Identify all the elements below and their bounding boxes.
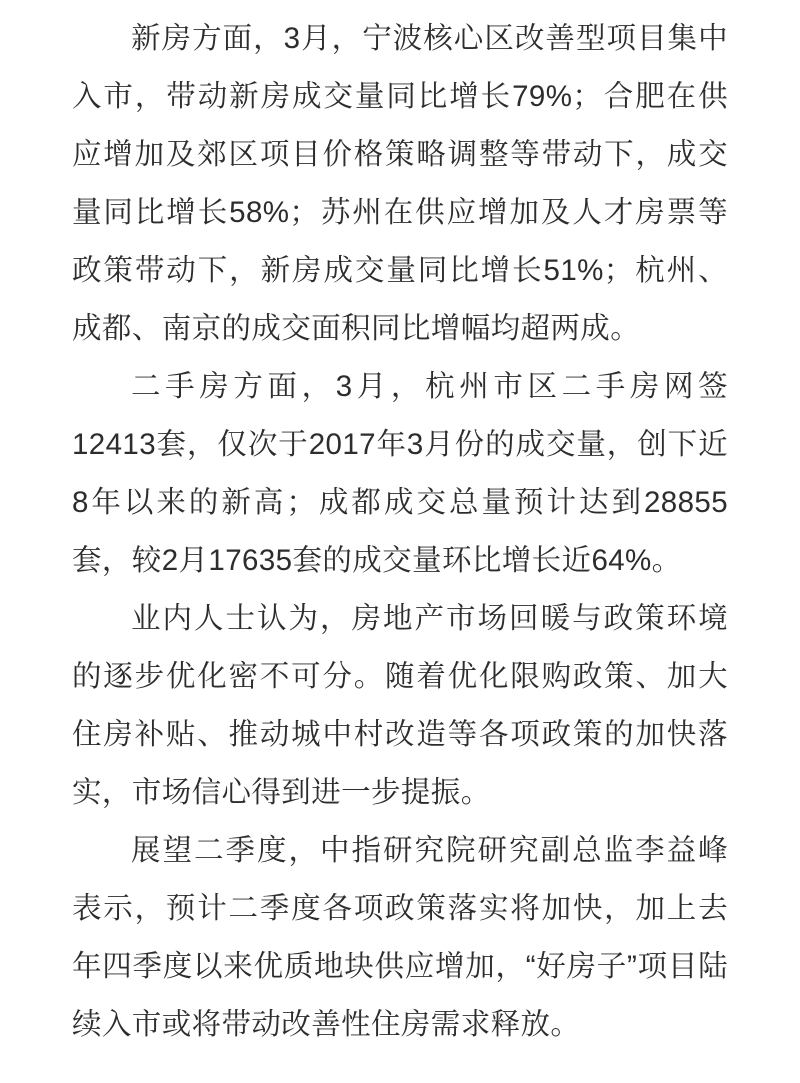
paragraph-second-hand-housing: 二手房方面，3月，杭州市区二手房网签12413套，仅次于2017年3月份的成交量，创下近8年以来的新高；成都成交总量预计达到28855套，较2月17635套的成交量环比增长近64%。 bbox=[72, 370, 728, 577]
paragraph-new-housing: 新房方面，3月，宁波核心区改善型项目集中入市，带动新房成交量同比增长79%；合肥在供应增加及郊区项目价格策略调整等带动下，成交量同比增长58%；苏州在供应增加及人才房票等政策带动下，新房成交量同比增长51%；杭州、成都、南京的成交面积同比增幅均超两成。 bbox=[72, 22, 728, 345]
paragraph-industry-opinion: 业内人士认为，房地产市场回暖与政策环境的逐步优化密不可分。随着优化限购政策、加大住房补贴、推动城中村改造等各项政策的加快落实，市场信心得到进一步提振。 bbox=[72, 602, 728, 809]
paragraph-q2-outlook: 展望二季度，中指研究院研究副总监李益峰表示，预计二季度各项政策落实将加快，加上去年四季度以来优质地块供应增加，“好房子”项目陆续入市或将带动改善性住房需求释放。 bbox=[72, 834, 728, 1041]
article-body bbox=[72, 10, 728, 1054]
